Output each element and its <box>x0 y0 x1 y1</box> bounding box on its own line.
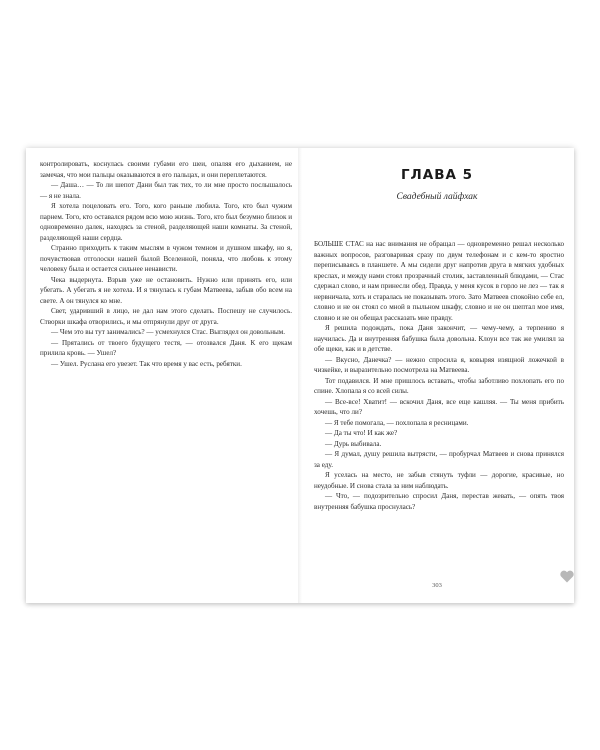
chapter-title: ГЛАВА 5 <box>400 167 474 183</box>
paragraph: Тот подавился. И мне пришлось вставать, чтобы заботливо похлопать его по спине. Хлопала я со всей силы. <box>314 376 564 395</box>
heart-icon[interactable] <box>560 570 574 583</box>
right-page-text <box>314 239 564 512</box>
left-page-text <box>40 159 292 369</box>
left-page <box>26 148 300 603</box>
paragraph: — Все-все! Хватит! — вскочил Даня, все еще кашляя. — Ты меня прибить хочешь, что ли? <box>314 397 564 416</box>
paragraph: — Дурь выбивала. <box>325 439 382 448</box>
chapter-subtitle: Свадебный лайфхак <box>396 192 478 202</box>
paragraph: Я хотела поцеловать его. Того, кого раньше любила. Того, кто был чужим парнем. Того, кто оставался рядом всю мою жизнь. Того, кто был безумно близок и одновременно далек, находясь за стеной, разделяющей наши комнаты. За стеной, разделяющей наши сердца. <box>40 202 292 242</box>
paragraph: Я решила подождать, пока Даня закончит, — чему-чему, а терпению я научилась. Да и внутренняя бабушка была довольна. Клоун все так же умилял за обе щеки, как и в детстве. <box>314 324 564 353</box>
right-page <box>300 148 574 603</box>
paragraph: Свет, ударивший в лицо, не дал нам этого сделать. Поспешу не случилось. Створки шкафа отворились, и мы отпрянули друг от друга. <box>40 307 292 326</box>
paragraph: Чека выдернута. Взрыв уже не остановить. Нужно или принять его, или убегать. А убегать я не хотела. И я тянулась к губам Матвеева, забыв обо всем на свете. А он тянулся ко мне. <box>40 275 292 305</box>
paragraph: — Я тебе помогала, — похлопала я ресницами. <box>325 418 469 427</box>
paragraph: — Что, — подозрительно спросил Даня, перестав жевать, — опять твоя внутренняя бабушка проснулась? <box>314 492 564 511</box>
paragraph: — Ушел. Руслана его увезет. Так что время у вас есть, ребятки. <box>51 359 242 368</box>
paragraph: — Да ты что! И как же? <box>325 429 398 437</box>
paragraph: Я уселась на место, не забыв стянуть туфли — дорогие, красивые, но неудобные. И снова стала за ним наблюдать. <box>314 471 564 490</box>
page-number: 303 <box>432 582 442 589</box>
book-spread <box>26 148 574 603</box>
paragraph: — Чем это вы тут занимались? — усмехнулся Стас. Выглядел он довольным. <box>51 328 286 336</box>
paragraph: — Прятались от твоего будущего тестя, — отозвался Даня. К его щекам прилила кровь. — Ушел? <box>40 338 292 357</box>
paragraph: Странно приходить к таким мыслям в чужом темном и душном шкафу, но я, почувствовав отголоски нашей былой Вселенной, поняла, что любовь к этому человеку была и остается сильнее ненависти. <box>40 244 292 273</box>
paragraph: контролировать, коснулась своими губами его шеи, опаляя его дыханием, не замечая, что мои пальцы оказываются в его пальцах, и они переплетаются. <box>40 160 292 179</box>
paragraph: — Даша… — То ли шепот Дани был так тих, то ли мне просто послышалось — я не знала. <box>40 181 292 200</box>
paragraph: — Я думал, душу решила вытрясти, — пробурчал Матвеев и снова принялся за еду. <box>314 450 564 469</box>
paragraph: — Вкусно, Данечка? — нежно спросила я, ковыряя изящной ложечкой в чизкейке, и выразительно посмотрела на Матвеева. <box>314 355 564 374</box>
paragraph: БОЛЬШЕ СТАС на нас внимания не обращал — одновременно решал несколько важных вопросов, разговаривая сразу по двум телефонам и с кем-то яростно переписываясь в планшете. А мы сидели друг напротив друга в мягких удобных креслах, и между нами стоял прозрачный столик, заставленный блюдами, — Стас сдержал слово, и нам принесли обед. Правда, у меня кусок в горло не лез — так я нервничала, хоть и старалась не показывать этого. Зато Матвеев спокойно себе ел, словно и не он стоял со мной в пыльном шкафу, словно и не он шептал мое имя, словно и не он обещал рассказать мне правду. <box>314 240 564 322</box>
